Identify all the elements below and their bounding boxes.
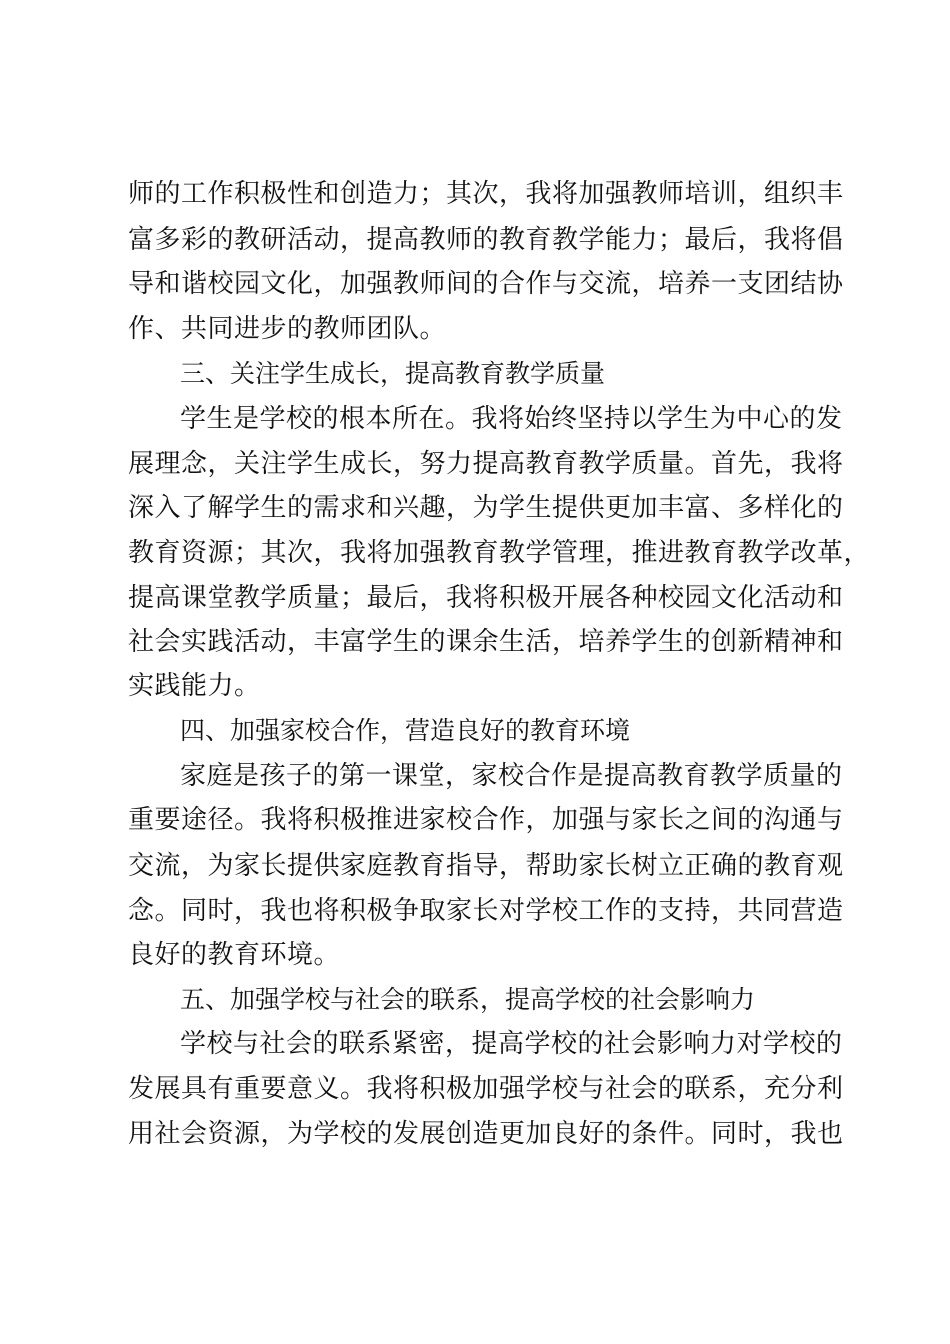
paragraph-line: 家庭是孩子的第一课堂，家校合作是提高教育教学质量的	[180, 761, 843, 791]
paragraph-line: 社会实践活动，丰富学生的课余生活，培养学生的创新精神和	[128, 627, 844, 657]
paragraph-line: 教育资源；其次，我将加强教育教学管理，推进教育教学改革，	[128, 538, 871, 568]
paragraph-line: 用社会资源，为学校的发展创造更加良好的条件。同时，我也	[128, 1119, 844, 1149]
section-heading: 四、加强家校合作，营造良好的教育环境	[180, 716, 631, 745]
paragraph-line: 深入了解学生的需求和兴趣，为学生提供更加丰富、多样化的	[128, 493, 844, 523]
paragraph-line: 师的工作积极性和创造力；其次，我将加强教师培训，组织丰	[128, 179, 844, 209]
paragraph-line: 学生是学校的根本所在。我将始终坚持以学生为中心的发	[180, 404, 843, 434]
paragraph-line: 交流，为家长提供家庭教育指导，帮助家长树立正确的教育观	[128, 851, 844, 881]
paragraph-line: 实践能力。	[128, 671, 261, 701]
paragraph-line: 作、共同进步的教师团队。	[128, 314, 447, 344]
paragraph-line: 展理念，关注学生成长，努力提高教育教学质量。首先，我将	[128, 449, 844, 479]
paragraph-line: 导和谐校园文化，加强教师间的合作与交流，培养一支团结协	[128, 269, 844, 299]
section-heading: 五、加强学校与社会的联系，提高学校的社会影响力	[180, 985, 756, 1014]
paragraph-line: 良好的教育环境。	[128, 940, 341, 970]
paragraph-line: 富多彩的教研活动，提高教师的教育教学能力；最后，我将倡	[128, 225, 844, 255]
paragraph-line: 念。同时，我也将积极争取家长对学校工作的支持，共同营造	[128, 896, 844, 926]
paragraph-line: 提高课堂教学质量；最后，我将积极开展各种校园文化活动和	[128, 583, 844, 613]
paragraph-line: 学校与社会的联系紧密，提高学校的社会影响力对学校的	[180, 1029, 843, 1059]
paragraph-line: 发展具有重要意义。我将积极加强学校与社会的联系，充分利	[128, 1074, 844, 1104]
paragraph-line: 重要途径。我将积极推进家校合作，加强与家长之间的沟通与	[128, 805, 844, 835]
section-heading: 三、关注学生成长，提高教育教学质量	[180, 359, 606, 388]
